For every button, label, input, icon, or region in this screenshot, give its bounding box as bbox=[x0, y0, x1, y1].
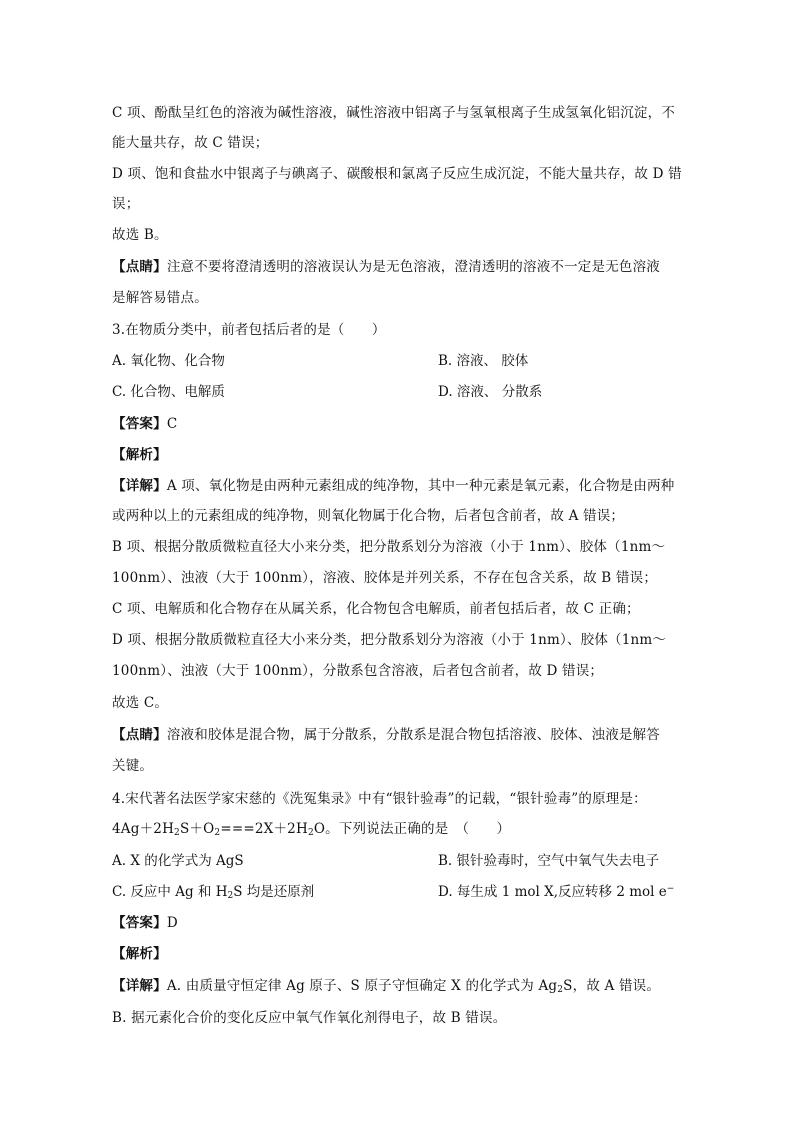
q4-option-b: B. 银针验毒时，空气中氧气失去电子 bbox=[438, 853, 660, 869]
option-superscript: − bbox=[666, 884, 675, 894]
eq-part: O。下列说法正确的是 （ ） bbox=[313, 821, 511, 837]
detail-text: A. 由质量守恒定律 Ag 原子、S 原子守恒确定 X 的化学式为 Ag bbox=[166, 978, 558, 994]
q2-conclusion: 故选 B。 bbox=[112, 227, 168, 243]
q4-answer bbox=[112, 914, 692, 932]
q3-detail-d-line1: D 项、根据分散质微粒直径大小来分类，把分散系划分为溶液（小于 1nm）、胶体（1nm～ bbox=[112, 632, 667, 648]
q3-detail-c-line1: C 项、电解质和化合物存在从属关系，化合物包含电解质，前者包括后者，故 C 正确； bbox=[112, 601, 640, 617]
q2-tip-line2: 是解答易错点。 bbox=[112, 290, 208, 306]
tip-label: 【点睛】 bbox=[112, 727, 167, 743]
q3-detail-a-line1 bbox=[112, 477, 692, 495]
q4-option-a: A. X 的化学式为 AgS bbox=[112, 853, 244, 869]
answer-label: 【答案】 bbox=[112, 915, 167, 931]
q3-option-a: A. 氧化物、化合物 bbox=[112, 353, 225, 369]
answer-value: C bbox=[166, 416, 178, 432]
option-text: C. 反应中 Ag 和 H bbox=[112, 884, 228, 900]
q2-option-d-explanation-line2: 误； bbox=[112, 196, 140, 212]
eq-subscript: 2 bbox=[307, 828, 314, 838]
detail-subscript: 2 bbox=[557, 985, 564, 995]
detail-text: A 项、氧化物是由两种元素组成的纯净物，其中一种元素是氧元素，化合物是由两种 bbox=[166, 478, 675, 494]
eq-part: 4Ag＋2H bbox=[112, 821, 175, 837]
q3-detail-a-line2: 或两种以上的元素组成的纯净物，则氧化物属于化合物，后者包含前者，故 A 错误； bbox=[112, 508, 625, 524]
q3-analysis-label: 【解析】 bbox=[112, 447, 167, 463]
eq-subscript: 2 bbox=[214, 828, 221, 838]
q4-detail-b: B. 据元素化合价的变化反应中氧气作氧化剂得电子，故 B 错误。 bbox=[112, 1010, 507, 1026]
q3-stem: 3.在物质分类中，前者包括后者的是（ ） bbox=[112, 322, 386, 338]
q3-detail-b-line2: 100nm）、浊液（大于 100nm），溶液、胶体是并列关系，不存在包含关系，故 B 错误； bbox=[112, 570, 658, 586]
q4-option-c bbox=[112, 883, 314, 901]
eq-subscript: 2 bbox=[174, 828, 180, 838]
q2-option-d-explanation-line1: D 项、饱和食盐水中银离子与碘离子、碳酸根和氯离子反应生成沉淀，不能大量共存，故 D 错 bbox=[112, 166, 682, 182]
q4-detail-a bbox=[112, 977, 692, 995]
option-text: D. 每生成 1 mol X,反应转移 2 mol e bbox=[438, 884, 667, 900]
q3-detail-d-line2: 100nm）、浊液（大于 100nm），分散系包含溶液，后者包含前者，故 D 错误； bbox=[112, 663, 604, 679]
answer-value: D bbox=[166, 915, 178, 931]
q2-option-c-explanation-line1: C 项、酚酞呈红色的溶液为碱性溶液，碱性溶液中铝离子与氢氧根离子生成氢氧化铝沉淀，不 bbox=[112, 105, 676, 121]
q3-option-c: C. 化合物、电解质 bbox=[112, 384, 225, 400]
detail-label: 【详解】 bbox=[112, 978, 167, 994]
tip-text: 溶液和胶体是混合物，属于分散系，分散系是混合物包括溶液、胶体、浊液是解答 bbox=[166, 727, 661, 743]
q2-option-c-explanation-line2: 能大量共存，故 C 错误； bbox=[112, 135, 269, 151]
q2-tip-line1 bbox=[112, 258, 692, 276]
q4-analysis-label: 【解析】 bbox=[112, 946, 167, 962]
q3-detail-b-line1: B 项、根据分散质微粒直径大小来分类，把分散系划分为溶液（小于 1nm）、胶体（1nm～ bbox=[112, 539, 666, 555]
q3-conclusion: 故选 C。 bbox=[112, 695, 169, 711]
q3-tip-line2: 关键。 bbox=[112, 758, 154, 774]
option-text: S 均是还原剂 bbox=[233, 884, 315, 900]
q4-option-d bbox=[438, 883, 674, 901]
q3-answer bbox=[112, 415, 692, 433]
eq-part: ===2X＋2H bbox=[220, 821, 308, 837]
answer-label: 【答案】 bbox=[112, 416, 167, 432]
option-subscript: 2 bbox=[227, 891, 234, 901]
q3-option-b: B. 溶液、 胶体 bbox=[438, 353, 529, 369]
tip-text: 注意不要将澄清透明的溶液误认为是无色溶液，澄清透明的溶液不一定是无色溶液 bbox=[166, 259, 661, 275]
detail-text: S，故 A 错误。 bbox=[563, 978, 661, 994]
eq-part: S＋O bbox=[179, 821, 215, 837]
q4-stem-line1: 4.宋代著名法医学家宋慈的《洗冤集录》中有“银针验毒”的记载，“银针验毒”的原理是： bbox=[112, 791, 647, 807]
tip-label: 【点睛】 bbox=[112, 259, 167, 275]
q4-equation-line bbox=[112, 820, 692, 838]
q3-tip-line1 bbox=[112, 726, 692, 744]
q3-option-d: D. 溶液、 分散系 bbox=[438, 384, 543, 400]
detail-label: 【详解】 bbox=[112, 478, 167, 494]
